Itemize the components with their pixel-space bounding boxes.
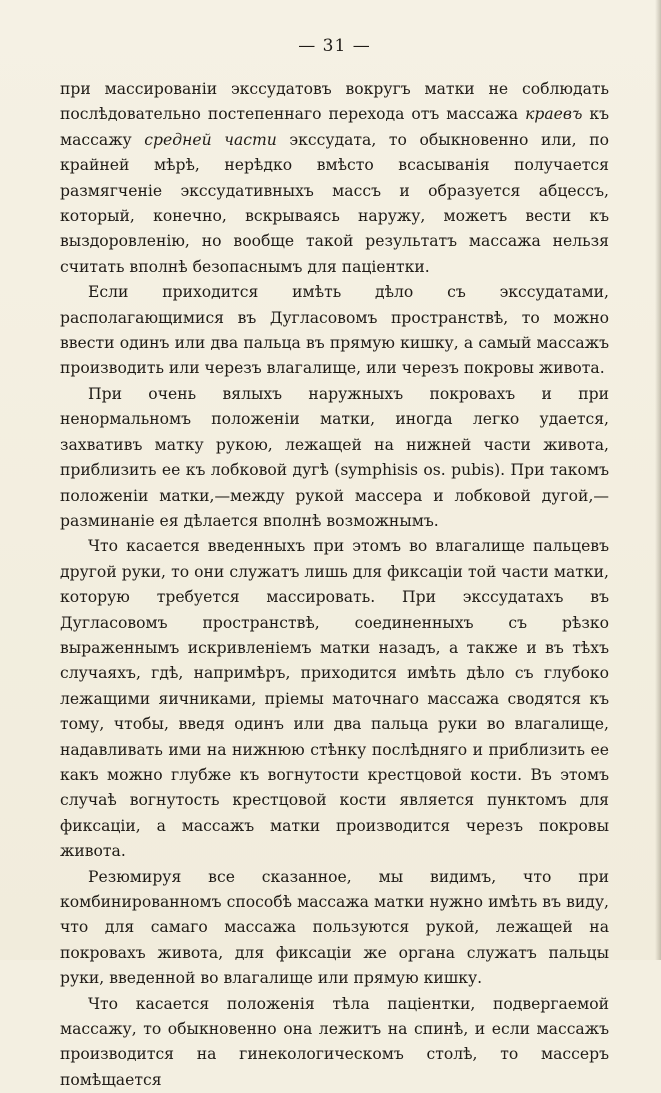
body-text (60, 77, 609, 1093)
text-run: къ массажу (60, 105, 609, 149)
text-run: При очень вялыхъ наружныхъ покровахъ и при ненормальномъ положеніи матки, иногда легко удается, захвативъ матку рукою, лежащей на нижней части живота, приблизить ее къ лобковой дугѣ (symphisis os. pubis). При такомъ положеніи матки,—между рукой массера и лобковой дугой,—разминаніе ея дѣлается вполнѣ возможнымъ. (60, 384, 609, 530)
paragraph-p1 (60, 77, 609, 280)
paragraph-p5 (60, 865, 609, 992)
text-run: Резюмируя все сказанное, мы видимъ, что при комбинированномъ способѣ массажа матки нужно имѣть въ виду, что для самаго массажа пользуются рукой, лежащей на покровахъ живота, для фиксаціи же органа служатъ пальцы руки, введенной во влагалище или прямую кишку. (60, 867, 609, 988)
paragraph-p2 (60, 280, 609, 382)
text-run: экссудата, то обыкновенно или, по крайней мѣрѣ, нерѣдко вмѣсто всасыванія получается размягченіе экссудативныхъ массъ и образуется абцессъ, который, конечно, вскрываясь наружу, можетъ вести къ выздоровленію, но вообще такой результатъ массажа нельзя считать вполнѣ безопаснымъ для паціентки. (60, 130, 610, 276)
paragraph-p6 (60, 992, 609, 1093)
text-run: Что касается положенія тѣла паціентки, подвергаемой массажу, то обыкновенно она лежитъ на спинѣ, и если массажъ производится на гинекологическомъ столѣ, то массеръ помѣщается (60, 994, 609, 1089)
page-number: — 31 — (298, 36, 371, 56)
paragraph-p3 (60, 382, 609, 534)
italic-term: краевъ (525, 105, 583, 124)
italic-term: средней части (144, 130, 277, 149)
page-edge-shadow (655, 0, 661, 960)
paragraph-p4 (60, 534, 609, 864)
text-run: Что касается введенныхъ при этомъ во влагалище пальцевъ другой руки, то они служатъ лишь для фиксаціи той части матки, которую требуется массировать. При экссудатахъ въ Дугласовомъ пространствѣ, соединенныхъ съ рѣзко выраженнымъ искривленіемъ матки назадъ, а также и въ тѣхъ случаяхъ, гдѣ, напримѣръ, приходится имѣть дѣло съ глубоко лежащими яичниками, пріемы маточнаго массажа сводятся къ тому, чтобы, введя одинъ или два пальца руки во влагалище, надавливать ими на нижнюю стѣнку послѣдняго и приблизить ее какъ можно глубже къ вогнутости крестцовой кости. Въ этомъ случаѣ вогнутость крестцовой кости является пунктомъ для фиксаціи, а массажъ матки производится черезъ покровы живота. (60, 537, 609, 861)
text-run: Если приходится имѣть дѣло съ экссудатами, располагающимися въ Дугласовомъ пространствѣ, то можно ввести одинъ или два пальца въ прямую кишку, а самый массажъ производить или черезъ влагалище, или черезъ покровы живота. (60, 283, 609, 378)
text-run: при массированіи экссудатовъ вокругъ матки не соблюдать послѣдовательно постепеннаго перехода отъ массажа (60, 80, 609, 124)
